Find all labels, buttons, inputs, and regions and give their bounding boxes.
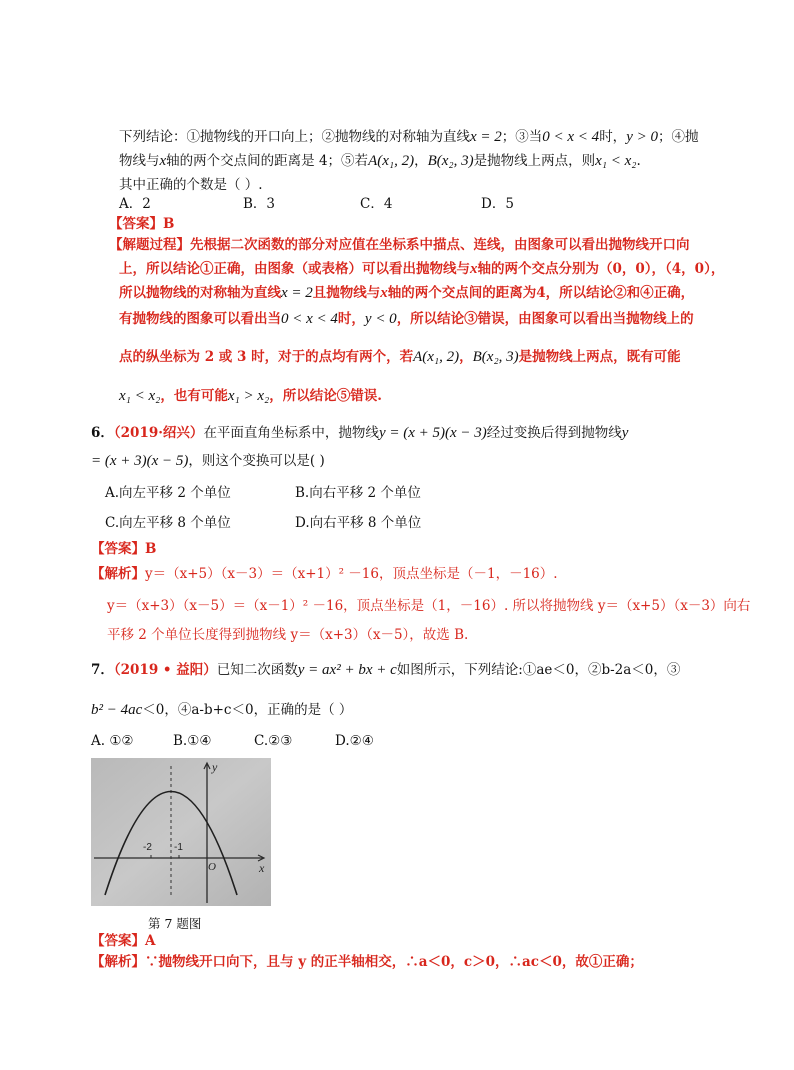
q6-stem-line1: 6．（2019·绍兴）在平面直角坐标系中，抛物线y = (x + 5)(x − 3)经过变换后得到抛物线y (91, 425, 629, 441)
q6-stem-line2: = (x + 3)(x − 5)，则这个变换可以是( ) (91, 453, 325, 469)
q7-options (91, 732, 471, 750)
q6-explanation-line2: y＝（x+3）（x－5）＝（x－1）² －16，顶点坐标是（1，－16）. 所以将抛物线 y＝（x+5）（x－3）向右 (107, 598, 751, 614)
q6-answer: 【答案】B (91, 541, 157, 557)
q7-explanation-line1: 【解析】∵抛物线开口向下，且与 y 的正半轴相交，∴a＜0，c＞0，∴ac＜0，故①正确； (91, 954, 643, 970)
q5-options (119, 195, 639, 213)
q7-answer: 【答案】A (91, 933, 156, 949)
origin-label: O (208, 861, 216, 873)
q7-stem-line1: 7．（2019 • 益阳）已知二次函数y = ax² + bx + c如图所示，下列结论:①ae＜0，②b-2a＜0，③ (91, 662, 681, 678)
q5-question: 其中正确的个数是（ ）. (119, 177, 263, 193)
q6-option-c: C.向左平移 8 个单位 (105, 515, 231, 531)
q6-options-row2 (105, 514, 525, 532)
q5-option-b: B．3 (243, 196, 276, 212)
q7-figure-caption: 第 7 题图 (148, 916, 202, 931)
q6-option-d: D.向右平移 8 个单位 (295, 515, 422, 531)
q7-option-b: B.①④ (173, 733, 212, 749)
q5-solution-line2: 上，所以结论①正确，由图象（或表格）可以看出抛物线与x轴的两个交点分别为（0，0），（4，0）， (119, 261, 725, 277)
q7-option-a: A. ①② (91, 733, 134, 749)
q7-option-c: C.②③ (254, 733, 293, 749)
x-axis-label: x (259, 861, 265, 875)
q5-option-c: C．4 (360, 196, 393, 212)
q7-option-d: D.②④ (335, 733, 374, 749)
figure-background (91, 758, 271, 906)
q5-solution-line3: 所以抛物线的对称轴为直线x = 2且抛物线与x轴的两个交点间的距离为4，所以结论②和④正确， (119, 285, 695, 301)
q5-solution-line4: 有抛物线的图象可以看出当0 < x < 4时，y < 0，所以结论③错误，由图象可以看出当抛物线上的 (119, 311, 694, 327)
q6-explanation-line1: 【解析】y＝（x+5）（x－3）＝（x+1）² －16，顶点坐标是（－1，－16）. (91, 566, 558, 582)
q7-source: （2019 • 益阳） (113, 662, 217, 678)
q7-parabola-figure (91, 758, 271, 906)
q6-source: （2019·绍兴） (113, 425, 204, 441)
q5-solution-line5: 点的纵坐标为 2 或 3 时，对于的点均有两个，若A(x₁, 2)，B(x₂, 3)是抛物线上两点，既有可能 (119, 349, 681, 365)
q6-option-a: A.向左平移 2 个单位 (105, 485, 231, 501)
q7-stem-line2: b² − 4ac＜0，④a-b+c＜0，正确的是（ ） (91, 702, 353, 718)
q5-option-d: D．5 (481, 196, 514, 212)
tick-label-neg1: -1 (174, 842, 183, 853)
q5-statements-line1: 下列结论：①抛物线的开口向上；②抛物线的对称轴为直线x = 2；③当0 < x < 4时，y > 0；④抛 (119, 129, 699, 145)
q5-statements-line2: 物线与x轴的两个交点间的距离是 4；⑤若A(x₁, 2)，B(x₂, 3)是抛物线上两点，则x₁ < x₂. (119, 153, 641, 169)
y-axis-label: y (212, 760, 218, 774)
q5-solution-line6: x₁ < x₂，也有可能x₁ > x₂，所以结论⑤错误. (119, 388, 382, 404)
q6-options-row1 (105, 484, 525, 502)
q6-option-b: B.向右平移 2 个单位 (295, 485, 421, 501)
q5-answer: 【答案】B (109, 216, 175, 232)
tick-label-neg2: -2 (143, 842, 152, 853)
q5-solution-line1: 【解题过程】先根据二次函数的部分对应值在坐标系中描点、连线，由图象可以看出抛物线开口向 (109, 237, 690, 253)
q5-option-a: A．2 (119, 196, 151, 212)
q6-explanation-line3: 平移 2 个单位长度得到抛物线 y＝（x+3）（x－5），故选 B. (107, 627, 469, 643)
